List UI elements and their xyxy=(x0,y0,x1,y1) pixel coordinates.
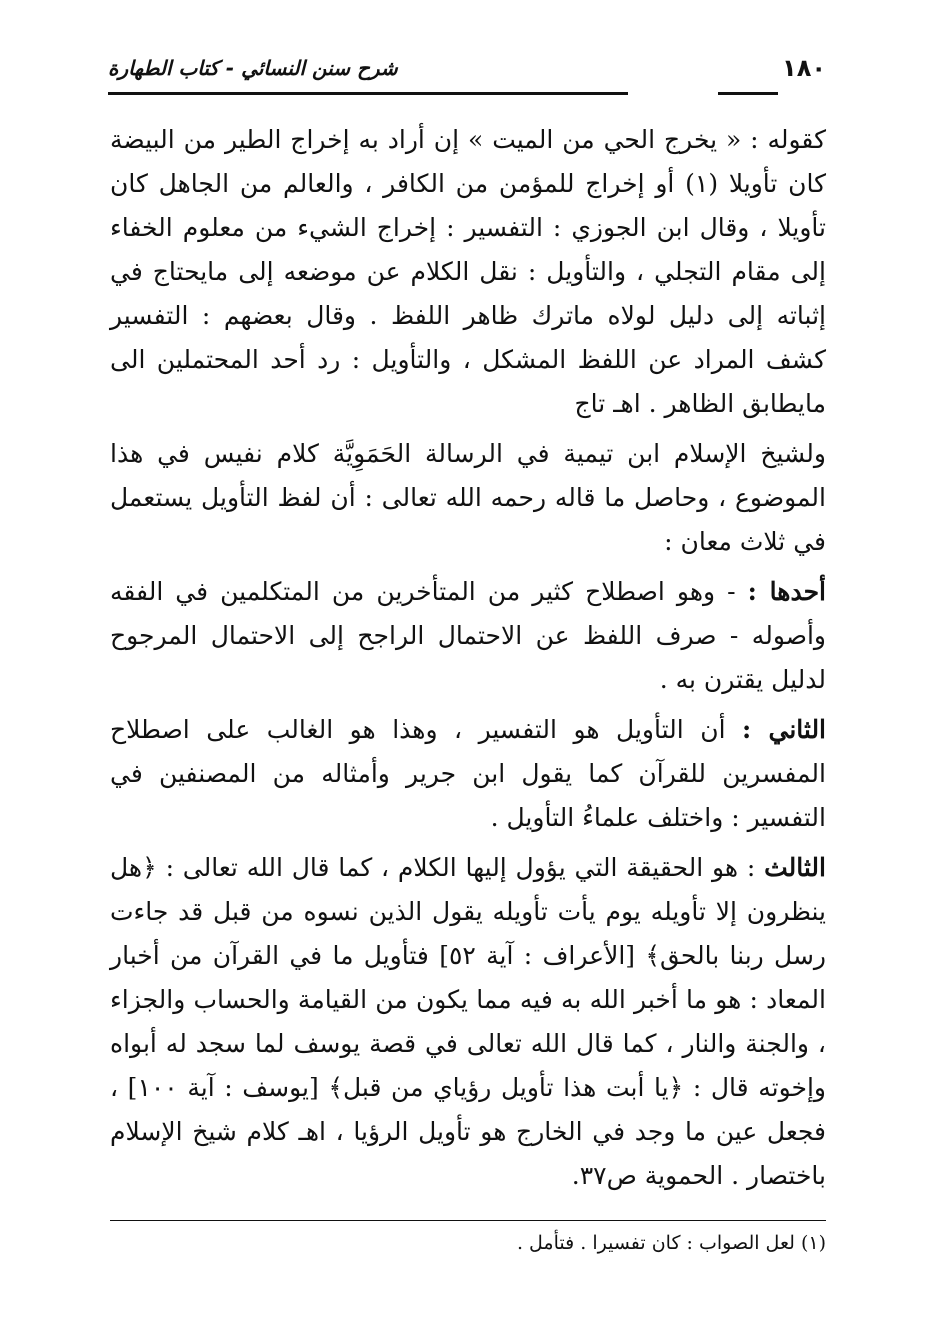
paragraph-lead: الثالث xyxy=(764,853,826,882)
footnote-rule xyxy=(110,1220,826,1221)
running-title: شرح سنن النسائي - كتاب الطهارة xyxy=(108,56,398,80)
header-rule-short xyxy=(718,92,778,95)
paragraph-text: ولشيخ الإسلام ابن تيمية في الرسالة الحَمَوِيَّة كلام نفيس في هذا الموضوع ، وحاصل ما قاله رحمه الله تعالى : أن لفظ التأويل يستعمل في ثلاث معان : xyxy=(110,439,826,556)
paragraph-text: أن التأويل هو التفسير ، وهذا هو الغالب على اصطلاح المفسرين للقرآن كما يقول ابن جرير وأمثاله من المصنفين في التفسير : واختلف علماءُ التأويل . xyxy=(110,715,826,832)
paragraph-intro-meanings xyxy=(110,432,826,564)
header-rule xyxy=(108,92,628,95)
paragraph-second-meaning xyxy=(110,708,826,840)
paragraph-lead: أحدها : xyxy=(747,577,826,606)
main-text xyxy=(110,118,826,1198)
page-header xyxy=(108,52,826,104)
paragraph-definitions xyxy=(110,118,826,426)
page-number: ١٨٠ xyxy=(782,54,826,82)
paragraph-text: : هو الحقيقة التي يؤول إليها الكلام ، كما قال الله تعالى : ﴿هل ينظرون إلا تأويله يوم يأت تأويله يقول الذين نسوه من قبل قد جاءت رسل ربنا بالحق﴾ [الأعراف : آية ٥٢] فتأويل ما في القرآن من أخبار المعاد : هو ما أخبر الله به فيه مما يكون من القيامة والحساب والجزاء ، والجنة والنار ، كما قال الله تعالى في قصة يوسف لما سجد له أبواه وإخوته قال : ﴿يا أبت هذا تأويل رؤياي من قبل﴾ [يوسف : آية ١٠٠] ، فجعل عين ما وجد في الخارج هو تأويل الرؤيا ، اهـ كلام شيخ الإسلام باختصار . الحموية ص٣٧. xyxy=(110,853,826,1190)
footnote: (١) لعل الصواب : كان تفسيرا . فتأمل . xyxy=(516,1232,826,1254)
paragraph-lead: الثاني : xyxy=(742,715,827,744)
paragraph-third-meaning xyxy=(110,846,826,1198)
paragraph-first-meaning xyxy=(110,570,826,702)
paragraph-text: كقوله : « يخرج الحي من الميت » إن أراد به إخراج الطير من البيضة كان تأويلا (١) أو إخراج للمؤمن من الكافر ، والعالم من الجاهل كان تأويلا ، وقال ابن الجوزي : التفسير : إخراج الشيء من معلوم الخفاء إلى مقام التجلي ، والتأويل : نقل الكلام عن موضعه إلى مايحتاج في إثباته إلى دليل لولاه ماترك ظاهر اللفظ . وقال بعضهم : التفسير كشف المراد عن اللفظ المشكل ، والتأويل : رد أحد المحتملين الى مايطابق الظاهر . اهـ تاج xyxy=(110,125,826,418)
paragraph-text: - وهو اصطلاح كثير من المتأخرين من المتكلمين في الفقه وأصوله - صرف اللفظ عن الاحتمال الراجح إلى الاحتمال المرجوح لدليل يقترن به . xyxy=(110,577,826,694)
